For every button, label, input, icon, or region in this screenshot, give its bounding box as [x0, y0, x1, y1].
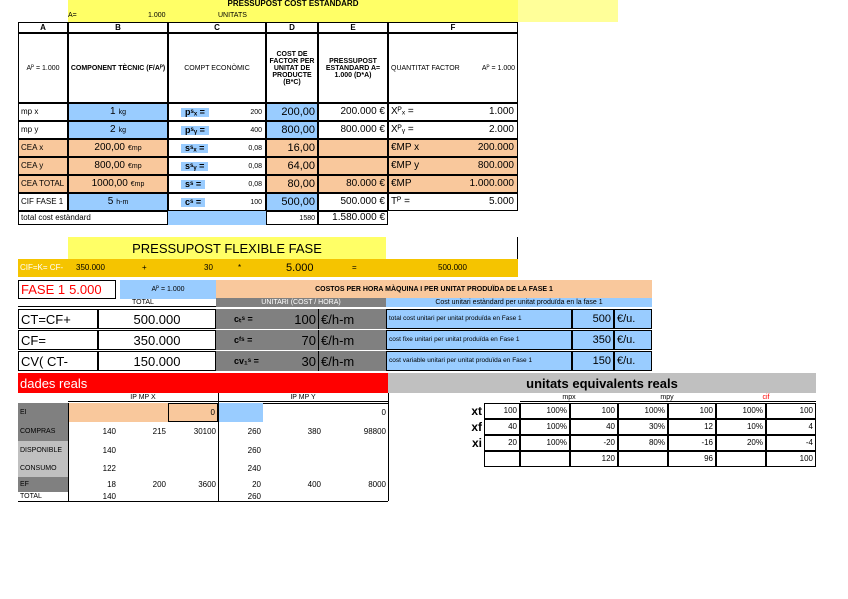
cost-symbol: cv₁ˢ =	[216, 351, 284, 371]
row-c-value: 0,08	[248, 162, 262, 170]
real-mpy-q: 260	[247, 445, 261, 455]
equiv-label: xt	[471, 404, 482, 418]
equiv-f: 100%	[716, 403, 766, 419]
real-mpy-q: 240	[247, 463, 261, 473]
equiv-e: 100	[668, 403, 716, 419]
row-d: 500,00	[266, 193, 318, 211]
fase-total: TOTAL	[18, 299, 268, 307]
row-f-label: Xᴾₓ =	[391, 106, 414, 117]
row-f-label: €MP x	[391, 142, 420, 153]
equiv-b: 100%	[520, 419, 570, 435]
row-f-value: 200.000	[477, 142, 514, 153]
row-c-symbol: pˢᵧ =	[181, 126, 209, 135]
row-b-value: 200,00	[94, 142, 125, 153]
row-d: 800,00	[266, 121, 318, 139]
real-mpx-total: 30100	[193, 426, 216, 436]
equiv-f: 10%	[716, 419, 766, 435]
row-c	[168, 121, 266, 139]
cost-unit: €/h-m	[318, 309, 386, 329]
row-f-value: 1.000	[488, 106, 514, 117]
equiv-e: 12	[668, 419, 716, 435]
title-extension	[518, 0, 618, 22]
flex-v2: 30	[204, 263, 213, 272]
real-label: TOTAL	[20, 493, 42, 500]
cost-u2: €/u.	[614, 351, 652, 371]
divider-line	[517, 237, 518, 260]
costs-sub-left: UNITARI (COST / HORA)	[216, 298, 386, 307]
units-row	[68, 8, 518, 22]
equiv-g: -4	[766, 435, 816, 451]
row-c-value: 0,08	[248, 144, 262, 152]
equiv-b: 100%	[520, 403, 570, 419]
row-e	[318, 139, 388, 157]
real-mpx-q: 140	[102, 445, 116, 455]
flex-v3: 5.000	[286, 261, 314, 274]
row-c-symbol: sˢ =	[181, 180, 205, 189]
row-f	[388, 175, 518, 193]
real-mpy-q: 260	[247, 492, 261, 501]
flex-title: PRESSUPOST FLEXIBLE FASE	[68, 237, 386, 259]
real-label: EF	[18, 477, 68, 492]
hdr-f-a: Aᴾ = 1.000	[481, 64, 515, 72]
row-d: 80,00	[266, 175, 318, 193]
flex-eq: =	[352, 263, 357, 272]
row-a: CEA y	[18, 157, 68, 175]
equiv-e: 96	[668, 451, 716, 467]
row-e: 500.000 €	[318, 193, 388, 211]
row-e: 200.000 €	[318, 103, 388, 121]
row-f-label: Tᴾ =	[391, 196, 410, 207]
col-a: A	[18, 22, 68, 33]
real-mpy-total: 0	[323, 403, 388, 422]
row-b-unit: h-m	[116, 198, 129, 206]
row-b-value: 5	[107, 196, 114, 207]
cost-label: CV( CT-	[18, 351, 98, 371]
flex-cif-label: CIF=K= CF-	[20, 263, 64, 272]
row-b-value: 1	[110, 106, 116, 117]
hdr-f-label: QUANTITAT FACTOR	[391, 64, 460, 72]
equiv-label: xf	[471, 420, 482, 434]
row-a: mp y	[18, 121, 68, 139]
row-c-symbol: cˢ =	[181, 198, 205, 207]
real-mpy-p	[263, 492, 323, 501]
row-c-symbol: sˢₓ =	[181, 144, 208, 153]
row-b-unit: kg	[118, 126, 126, 134]
row-b-value: 800,00	[94, 160, 125, 171]
equiv-c: 120	[570, 451, 618, 467]
row-c	[168, 157, 266, 175]
hdr-a: Aᴾ = 1.000	[18, 33, 68, 103]
sheet-title: PRESSUPOST COST ESTANDARD	[68, 0, 518, 8]
real-mpy-p	[263, 441, 323, 460]
real-label: DISPONIBLE	[18, 441, 68, 460]
equiv-c: 40	[570, 419, 618, 435]
units-label: UNITATS	[218, 11, 247, 19]
real-mpy-total	[323, 460, 388, 477]
cost-symbol: cᶠˢ =	[216, 330, 284, 350]
equiv-d: 100%	[618, 403, 668, 419]
real-mpy-q: 260	[247, 426, 261, 436]
row-f-value: 1.000.000	[469, 178, 514, 189]
col-c: C	[168, 22, 266, 33]
equiv-d: 30%	[618, 419, 668, 435]
equiv-g: 4	[766, 419, 816, 435]
real-mpx-q: 18	[107, 479, 116, 489]
row-b	[68, 139, 168, 157]
real-label: CONSUMO	[18, 460, 68, 477]
reals-title: dades reals	[18, 373, 388, 393]
flex-mult: *	[238, 263, 242, 272]
equiv-f	[716, 451, 766, 467]
row-a: CEA TOTAL	[18, 175, 68, 193]
real-mpx-p: 200	[152, 479, 166, 489]
row-a: CIF FASE 1	[18, 193, 68, 211]
col-d: D	[266, 22, 318, 33]
total-label: total cost estàndard	[18, 211, 168, 225]
row-b-unit: €mp	[127, 162, 142, 170]
reals-mpx: IP MP X	[68, 393, 218, 402]
total-c-fill	[168, 211, 266, 225]
fase-label: FASE 1	[21, 282, 66, 297]
equiv-d: 80%	[618, 435, 668, 451]
row-f	[388, 121, 518, 139]
cost-label: CF=	[18, 330, 98, 350]
row-e	[318, 157, 388, 175]
real-mpx-total	[168, 441, 218, 460]
real-mpx-total: 3600	[198, 479, 216, 489]
row-e: 80.000 €	[318, 175, 388, 193]
cost-label: CT=CF+	[18, 309, 98, 329]
reals-mpy: IP MP Y	[218, 393, 388, 402]
col-f: F	[388, 22, 518, 33]
equiv-c: 100	[570, 403, 618, 419]
real-mpx-total	[168, 460, 218, 477]
row-c-symbol: pˢₓ =	[181, 108, 209, 117]
equiv-label	[388, 451, 484, 467]
row-f	[388, 193, 518, 211]
cost-value: 70	[284, 330, 318, 350]
row-d: 200,00	[266, 103, 318, 121]
row-b	[68, 121, 168, 139]
real-label: COMPRAS	[18, 422, 68, 441]
row-f	[388, 139, 518, 157]
row-b-unit: €mp	[127, 144, 142, 152]
equiv-a: 40	[484, 419, 520, 435]
cost-symbol: cₜˢ =	[216, 309, 284, 329]
cost-u2: €/u.	[614, 330, 652, 350]
row-f-label: €MP	[391, 178, 412, 189]
row-f-value: 2.000	[488, 124, 514, 135]
total-e: 1.580.000 €	[318, 211, 388, 225]
total-d: 1580	[266, 211, 318, 225]
real-mpy-total: 98800	[363, 426, 386, 436]
real-label: EI	[18, 403, 68, 422]
real-mpy-total: 8000	[368, 479, 386, 489]
row-c	[168, 103, 266, 121]
grid-line	[18, 501, 388, 502]
row-b	[68, 157, 168, 175]
row-c	[168, 139, 266, 157]
cost-desc: cost fixe unitari per unitat produïda en Fase 1	[386, 330, 572, 350]
equiv-h1: mpx	[520, 393, 618, 402]
costs-header: COSTOS PER HORA MÀQUINA I PER UNITAT PRODUÏDA DE LA FASE 1	[216, 280, 652, 298]
cost-total: 500.000	[98, 309, 216, 329]
equiv-c: -20	[570, 435, 618, 451]
a-value: 1.000	[148, 11, 166, 19]
real-mpx-total: 0	[168, 403, 218, 422]
equiv-h2: mpy	[618, 393, 716, 402]
hdr-c: COMPT ECONÒMIC	[168, 33, 266, 103]
row-f-label: Xᴾᵧ =	[391, 124, 414, 135]
cost-desc: total cost unitari per unitat produïda en Fase 1	[386, 309, 572, 329]
real-mpy-p	[263, 403, 323, 422]
row-f	[388, 157, 518, 175]
cost-unit: €/h-m	[318, 351, 386, 371]
equiv-label: xi	[471, 436, 482, 450]
real-mpy-total	[323, 441, 388, 460]
equiv-h3: cif	[716, 393, 816, 402]
row-c-value: 0,08	[248, 180, 262, 188]
row-f-label: €MP y	[391, 160, 420, 171]
fase-box	[18, 280, 116, 299]
equiv-a	[484, 451, 520, 467]
row-a: mp x	[18, 103, 68, 121]
real-mpy-total	[323, 492, 388, 501]
real-mpx-total	[168, 492, 218, 501]
cost-total: 350.000	[98, 330, 216, 350]
row-b-unit: kg	[118, 108, 126, 116]
cost-v2: 500	[572, 309, 614, 329]
real-mpy-p: 380	[307, 426, 321, 436]
row-f	[388, 103, 518, 121]
fase-value: 5.000	[69, 282, 102, 297]
hdr-f	[388, 33, 518, 103]
cost-total: 150.000	[98, 351, 216, 371]
equiv-b	[520, 451, 570, 467]
row-b	[68, 175, 168, 193]
cost-u2: €/u.	[614, 309, 652, 329]
flex-v4: 500.000	[438, 263, 467, 272]
row-c-value: 400	[250, 126, 262, 134]
equiv-a: 100	[484, 403, 520, 419]
cost-unit: €/h-m	[318, 330, 386, 350]
cost-value: 100	[284, 309, 318, 329]
flex-row	[18, 259, 518, 277]
real-mpx-p	[118, 403, 168, 422]
row-d: 64,00	[266, 157, 318, 175]
grid-line	[218, 393, 219, 501]
flex-v1: 350.000	[76, 263, 105, 272]
row-d: 16,00	[266, 139, 318, 157]
flex-plus: +	[142, 263, 147, 272]
equiv-d	[618, 451, 668, 467]
row-c-value: 200	[250, 108, 262, 116]
row-c-symbol: sˢᵧ =	[181, 162, 208, 171]
row-c	[168, 193, 266, 211]
real-mpx-p	[118, 460, 168, 477]
row-c	[168, 175, 266, 193]
costs-sub-right: Cost unitari estàndard per unitat produïda en la fase 1	[386, 298, 652, 307]
row-b-value: 2	[110, 124, 116, 135]
real-mpy-q: 20	[252, 479, 261, 489]
grid-line	[68, 403, 69, 501]
row-a: CEA x	[18, 139, 68, 157]
equiv-title: unitats equivalents reals	[388, 373, 816, 393]
real-mpx-p	[118, 441, 168, 460]
equiv-e: -16	[668, 435, 716, 451]
real-mpx-p	[118, 492, 168, 501]
fase-ap: Aᴾ = 1.000	[120, 280, 216, 299]
equiv-b: 100%	[520, 435, 570, 451]
real-mpx-p: 215	[152, 426, 166, 436]
row-b-value: 1000,00	[91, 178, 128, 189]
real-mpx-q: 122	[102, 463, 116, 473]
row-c-value: 100	[250, 198, 262, 206]
equiv-g: 100	[766, 403, 816, 419]
cost-v2: 350	[572, 330, 614, 350]
row-b	[68, 103, 168, 121]
row-b	[68, 193, 168, 211]
cost-v2: 150	[572, 351, 614, 371]
row-f-value: 5.000	[488, 196, 514, 207]
hdr-d: COST DE FACTOR PER UNITAT DE PRODUCTE (B*C)	[266, 33, 318, 103]
real-mpy-p	[263, 460, 323, 477]
real-mpy-q	[218, 403, 263, 422]
real-mpx-q: 140	[102, 492, 116, 501]
equiv-f: 20%	[716, 435, 766, 451]
col-e: E	[318, 22, 388, 33]
a-label: A=	[68, 11, 77, 19]
real-mpy-p: 400	[307, 479, 321, 489]
cost-desc: cost variable unitari per unitat produïda en Fase 1	[386, 351, 572, 371]
row-b-unit: €mp	[130, 180, 145, 188]
equiv-a: 20	[484, 435, 520, 451]
row-e: 800.000 €	[318, 121, 388, 139]
col-b: B	[68, 22, 168, 33]
equiv-g: 100	[766, 451, 816, 467]
cost-value: 30	[284, 351, 318, 371]
hdr-b: COMPONENT TÈCNIC (F/Aᴾ)	[68, 33, 168, 103]
row-f-value: 800.000	[477, 160, 514, 171]
real-mpx-q	[68, 403, 118, 422]
real-mpx-q: 140	[102, 426, 116, 436]
hdr-e: PRESSUPOST ESTANDARD A= 1.000 (D*A)	[318, 33, 388, 103]
